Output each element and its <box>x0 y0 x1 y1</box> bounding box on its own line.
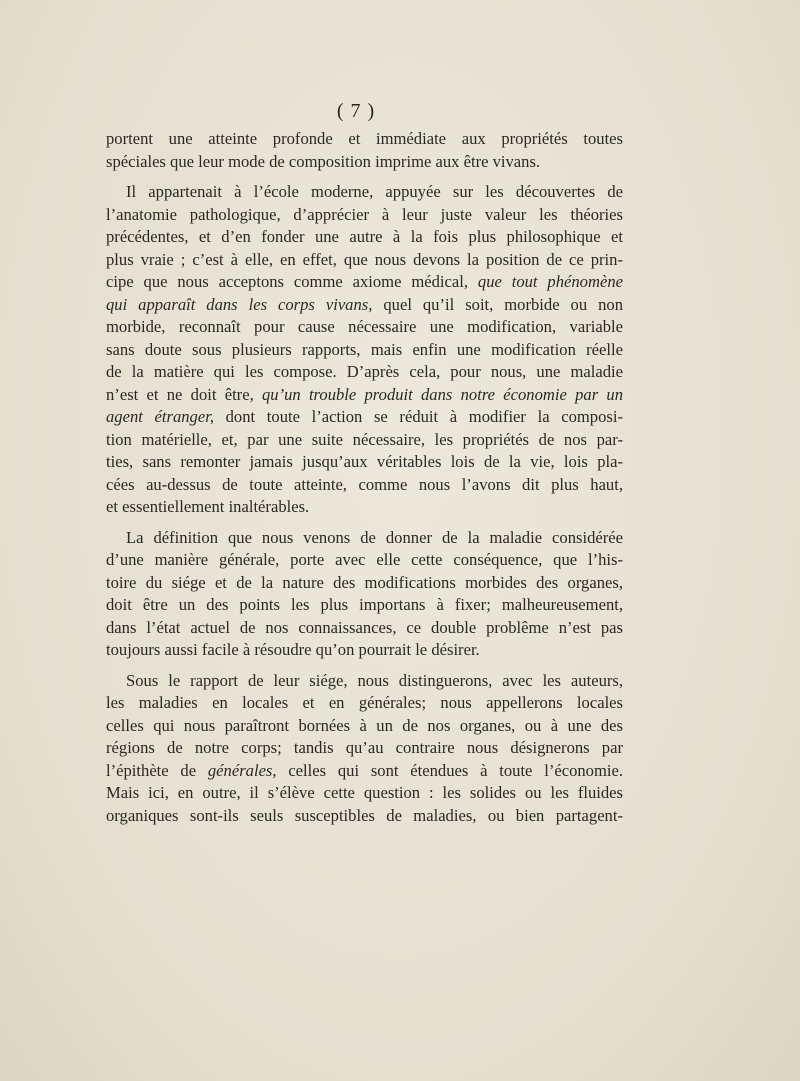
text-line: celles qui nous paraîtront bornées à un de nos organes, ou à une des <box>106 715 623 735</box>
text-line: ties, sans remonter jamais jusqu’aux véritables lois de la vie, lois pla- <box>106 452 623 471</box>
text-line: doit être un des points les plus importans à fixer; malheureusement, <box>106 595 623 614</box>
text-line: précédentes, et d’en fonder une autre à la fois plus philosophique et <box>106 227 623 246</box>
paragraph-4 <box>106 670 623 828</box>
text-run: n’est et ne doit être, <box>106 384 262 404</box>
text-line <box>106 294 623 317</box>
italic-run: qui apparaît dans les corps vivans, <box>106 294 373 314</box>
text-line: morbide, reconnaît pour cause nécessaire une modification, variable <box>106 317 623 336</box>
text-line: l’anatomie pathologique, d’apprécier à leur juste valeur les théories <box>106 204 623 224</box>
italic-run: agent étranger, <box>106 407 214 426</box>
text-line: Mais ici, en outre, il s’élève cette question : les solides ou les fluides <box>106 783 623 802</box>
italic-run: générales <box>207 760 273 780</box>
text-run: , celles qui sont étendues à toute l’économie. <box>272 760 623 780</box>
text-line: cées au-dessus de toute atteinte, comme nous l’avons dit plus haut, <box>106 474 623 494</box>
text-line: toujours aussi facile à résoudre qu’on pourrait le désirer. <box>106 640 480 659</box>
italic-run: que tout phénomène <box>477 272 623 291</box>
text-run: dont toute l’action se réduit à modifier la composi- <box>213 407 623 426</box>
text-run: l’épithète de <box>106 760 208 780</box>
text-line: Il appartenait à l’école moderne, appuyée sur les découvertes de <box>126 182 623 201</box>
text-line: régions de notre corps; tandis qu’au contraire nous désignerons par <box>106 738 623 757</box>
text-line: dans l’état actuel de nos connaissances, ce double problême n’est pas <box>106 617 623 637</box>
text-line: organiques sont-ils seuls susceptibles de maladies, ou bien partagent- <box>106 805 623 825</box>
text-line: tion matérielle, et, par une suite nécessaire, les propriétés de nos par- <box>106 429 623 449</box>
body-text <box>106 128 623 827</box>
text-line: et essentiellement inaltérables. <box>106 497 310 516</box>
page-number: ( 7 ) <box>336 100 376 122</box>
text-line: sans doute sous plusieurs rapports, mais enfin une modification réelle <box>106 339 623 359</box>
text-line: d’une manière générale, porte avec elle cette conséquence, que l’his- <box>106 550 623 569</box>
text-line: les maladies en locales et en générales; nous appellerons locales <box>106 693 623 712</box>
paragraph-2 <box>106 181 623 519</box>
text-run: quel qu’il soit, morbide ou non <box>372 294 623 314</box>
text-line: de la matière qui les compose. D’après cela, pour nous, une maladie <box>106 362 623 381</box>
text-run: cipe que nous acceptons comme axiome médical, <box>106 272 478 291</box>
text-line <box>106 406 623 429</box>
text-line: toire du siége et de la nature des modifications morbides des organes, <box>106 572 623 592</box>
text-line <box>106 271 623 294</box>
text-line: Sous le rapport de leur siége, nous distinguerons, avec les auteurs, <box>126 670 623 690</box>
text-line: plus vraie ; c’est à elle, en effet, que nous devons la position de ce prin- <box>106 249 623 269</box>
paragraph-3 <box>106 527 623 662</box>
text-line: spéciales que leur mode de composition imprime aux être vivans. <box>106 151 541 171</box>
paragraph-1 <box>106 128 623 173</box>
text-line <box>106 760 623 783</box>
text-line: La définition que nous venons de donner de la maladie considérée <box>126 527 623 547</box>
text-line: portent une atteinte profonde et immédiate aux propriétés toutes <box>106 129 623 148</box>
italic-run: qu’un trouble produit dans notre économie par un <box>261 384 623 404</box>
text-line <box>106 384 623 407</box>
